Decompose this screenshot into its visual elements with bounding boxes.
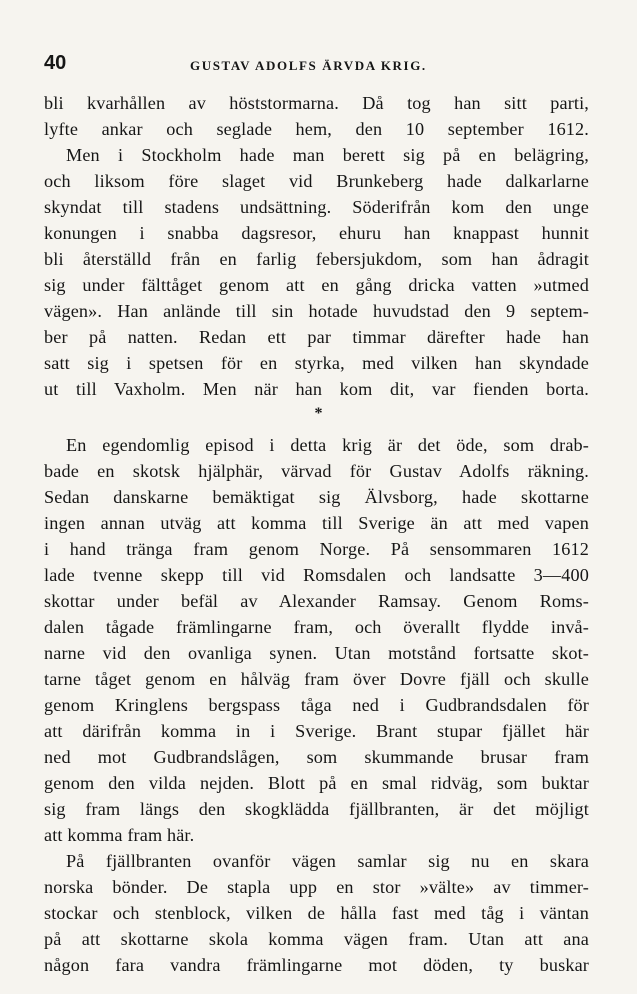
text-line: ut till Vaxholm. Men när han kom dit, var fienden borta. [44,379,589,399]
text-line: På fjällbranten ovanför vägen samlar sig nu en skara [66,851,589,871]
text-line: att komma fram här. [44,825,195,845]
page-header [44,52,589,76]
section-separator: * [314,405,323,422]
text-line: bade en skotsk hjälphär, värvad för Gustav Adolfs räkning. [44,461,589,481]
running-head: GUSTAV ADOLFS ÄRVDA KRIG. [190,58,427,73]
text-line: och liksom före slaget vid Brunkeberg hade dalkarlarne [44,171,589,191]
text-line: bli återställd från en farlig febersjukdom, som han ådragit [44,249,589,269]
text-line: vägen». Han anlände till sin hotade huvudstad den 9 septem- [44,301,589,321]
text-line: Men i Stockholm hade man berett sig på en belägring, [66,145,589,165]
text-line: En egendomlig episod i detta krig är det öde, som drab- [66,435,589,455]
text-line: ber på natten. Redan ett par timmar därefter hade han [44,327,589,347]
text-line: satt sig i spetsen för en styrka, med vilken han skyndade [44,353,589,373]
text-line: lyfte ankar och seglade hem, den 10 september 1612. [44,119,589,139]
text-line: på att skottarne skola komma vägen fram. Utan att ana [44,929,589,949]
page-number: 40 [44,52,67,74]
text-line: sig fram längs den skogklädda fjällbranten, är det möjligt [44,799,589,819]
text-line: stockar och stenblock, vilken de hålla fast med tåg i väntan [44,903,589,923]
text-line: att därifrån komma in i Sverige. Brant stupar fjället här [44,721,589,741]
text-line: bli kvarhållen av höststormarna. Då tog han sitt parti, [44,93,589,113]
text-line: skottar under befäl av Alexander Ramsay. Genom Roms- [44,591,589,611]
text-line: norska bönder. De stapla upp en stor »välte» av timmer- [44,877,589,897]
text-line: sig under fälttåget genom att en gång dricka vatten »utmed [44,275,589,295]
text-line: lade tvenne skepp till vid Romsdalen och landsatte 3—400 [44,565,589,585]
text-line: någon fara vandra främlingarne mot döden, ty buskar [44,955,589,975]
text-line: ned mot Gudbrandslågen, som skummande brusar fram [44,747,589,767]
text-line: tarne tåget genom en hålväg fram över Dovre fjäll och skulle [44,669,589,689]
text-line: konungen i snabba dagsresor, ehuru han knappast hunnit [44,223,589,243]
text-line: dalen tågade främlingarne fram, och överallt flydde invå- [44,617,589,637]
text-line: genom den vilda nejden. Blott på en smal ridväg, som buktar [44,773,589,793]
text-line: i hand tränga fram genom Norge. På sensommaren 1612 [44,539,589,559]
text-line: genom Kringlens bergspass tåga ned i Gudbrandsdalen för [44,695,589,715]
text-line: Sedan danskarne bemäktigat sig Älvsborg, hade skottarne [44,487,589,507]
text-line: skyndat till stadens undsättning. Söderifrån kom den unge [44,197,589,217]
text-line: ingen annan utväg att komma till Sverige än att med vapen [44,513,589,533]
text-line: narne vid den ovanliga synen. Utan motstånd fortsatte skot- [44,643,589,663]
